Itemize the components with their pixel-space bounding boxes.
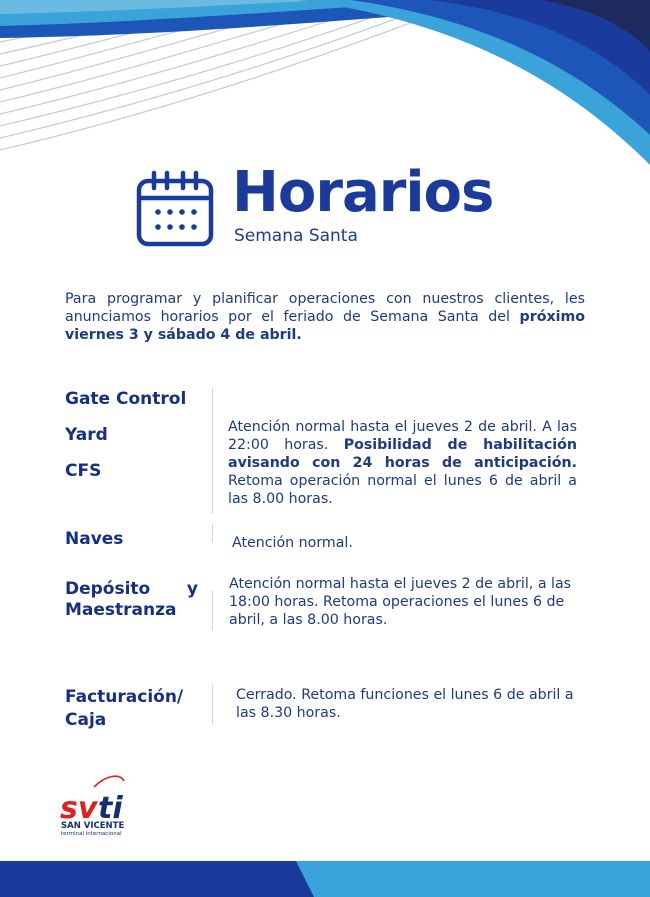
desc-gate-control [228, 418, 577, 508]
desc-gate-text-end: Retoma operación normal el lunes 6 de abril a las 8.00 horas. [228, 473, 577, 507]
logo-tagline: terminal internacional [61, 831, 122, 837]
label-caja: Caja [65, 710, 107, 730]
label-naves: Naves [65, 529, 124, 549]
desc-gate-text: Atención normal hasta el jueves 2 de abril. A las 22:00 horas. [228, 419, 577, 453]
divider-gate [212, 388, 213, 514]
label-deposito-conj: y [186, 579, 198, 599]
label-cfs: CFS [65, 461, 102, 481]
label-maestranza: Maestranza [65, 600, 177, 620]
label-facturacion: Facturación/ [65, 687, 184, 707]
intro-text: Para programar y planificar operaciones con nuestros clientes, les anunciamos horarios por el feriado de Semana Santa del [65, 291, 585, 325]
logo-mark-ti: ti [98, 791, 123, 826]
label-yard: Yard [65, 425, 108, 445]
header-wave-decoration [0, 0, 650, 170]
intro-paragraph [65, 290, 585, 344]
label-deposito [65, 578, 198, 600]
desc-deposito: Atención normal hasta el jueves 2 de abril, a las 18:00 horas. Retoma operaciones el lunes 6 de abril, a las 8.00 horas. [229, 576, 572, 628]
logo-name: SAN VICENTE [61, 821, 125, 831]
page-title: Horarios [232, 160, 494, 225]
label-deposito-word: Depósito [65, 579, 151, 599]
label-gate-control: Gate Control [65, 389, 187, 409]
footer-bar-decoration [0, 861, 650, 897]
divider-facturacion [212, 685, 213, 725]
page-subtitle: Semana Santa [234, 226, 358, 246]
divider-deposito [212, 590, 213, 630]
divider-naves [212, 524, 213, 542]
intro-bold-text: próximo viernes 3 y sábado 4 de abril. [65, 309, 585, 343]
title-block [136, 160, 536, 250]
calendar-icon [136, 170, 214, 248]
desc-naves: Atención normal. [232, 535, 353, 551]
desc-gate-bold: Posibilidad de habilitación avisando con 24 horas de anticipación. [228, 437, 577, 471]
logo-mark-sv: sv [60, 791, 98, 826]
desc-facturacion: Cerrado. Retoma funciones el lunes 6 de abril a las 8.30 horas. [236, 687, 574, 721]
